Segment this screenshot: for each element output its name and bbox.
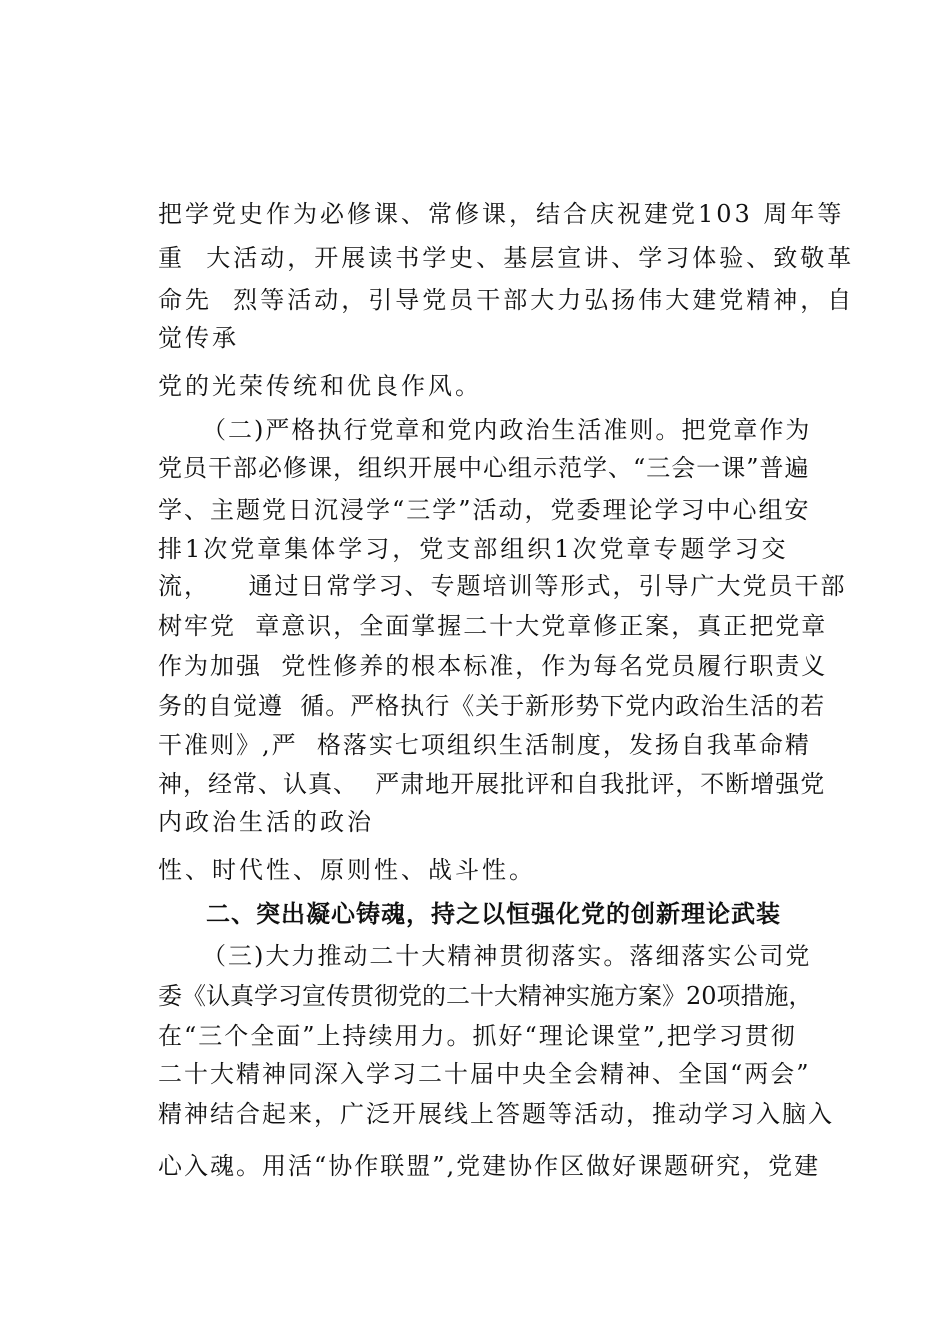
paragraph-line: 觉传承 — [158, 324, 239, 352]
paragraph-line: 务的自觉遵 循。严格执行《关于新形势下党内政治生活的若 — [158, 692, 826, 720]
paragraph-line: 流， 通过日常学习、专题培训等形式，引导广大党员干部 — [158, 572, 847, 600]
paragraph-line: （三)大力推动二十大精神贯彻落实。落细落实公司党 — [202, 942, 812, 970]
paragraph-line: 党的光荣传统和优良作风。 — [158, 372, 482, 400]
paragraph-line: 把学党史作为必修课、常修课，结合庆祝建党103 周年等 — [158, 200, 845, 228]
paragraph-line: 心入魂。用活“协作联盟”,党建协作区做好课题研究，党建 — [158, 1152, 821, 1180]
paragraph-line: 委《认真学习宣传贯彻党的二十大精神实施方案》20项措施， — [158, 982, 813, 1010]
section-heading: 二、突出凝心铸魂，持之以恒强化党的创新理论武装 — [206, 900, 781, 928]
paragraph-line: 学、主题党日沉浸学“三学”活动，党委理论学习中心组安 — [158, 496, 811, 524]
paragraph-line: 作为加强 党性修养的根本标准，作为每名党员履行职责义 — [158, 652, 828, 680]
paragraph-line: 树牢党 章意识，全面掌握二十大党章修正案，真正把党章 — [158, 612, 828, 640]
paragraph-line: 内政治生活的政治 — [158, 808, 374, 836]
paragraph-line: （二)严格执行党章和党内政治生活准则。把党章作为 — [202, 416, 812, 444]
paragraph-line: 党员干部必修课，组织开展中心组示范学、“三会一课”普遍 — [158, 454, 810, 482]
paragraph-line: 重 大活动，开展读书学史、基层宣讲、学习体验、致敬革 — [158, 244, 855, 272]
paragraph-line: 命先 烈等活动，引导党员干部大力弘扬伟大建党精神，自 — [158, 286, 855, 314]
paragraph-line: 排1次党章集体学习，党支部组织1次党章专题学习交 — [158, 535, 789, 563]
paragraph-line: 干准则》,严 格落实七项组织生活制度，发扬自我革命精 — [158, 731, 811, 759]
paragraph-line: 性、时代性、原则性、战斗性。 — [158, 856, 536, 884]
paragraph-line: 精神结合起来，广泛开展线上答题等活动，推动学习入脑入 — [158, 1100, 834, 1128]
paragraph-line: 神，经常、认真、 严肃地开展批评和自我批评，不断增强党 — [158, 770, 826, 798]
paragraph-line: 二十大精神同深入学习二十届中央全会精神、全国“两会” — [158, 1060, 811, 1088]
paragraph-line: 在“三个全面”上持续用力。抓好“理论课堂”,把学习贯彻 — [158, 1022, 797, 1050]
